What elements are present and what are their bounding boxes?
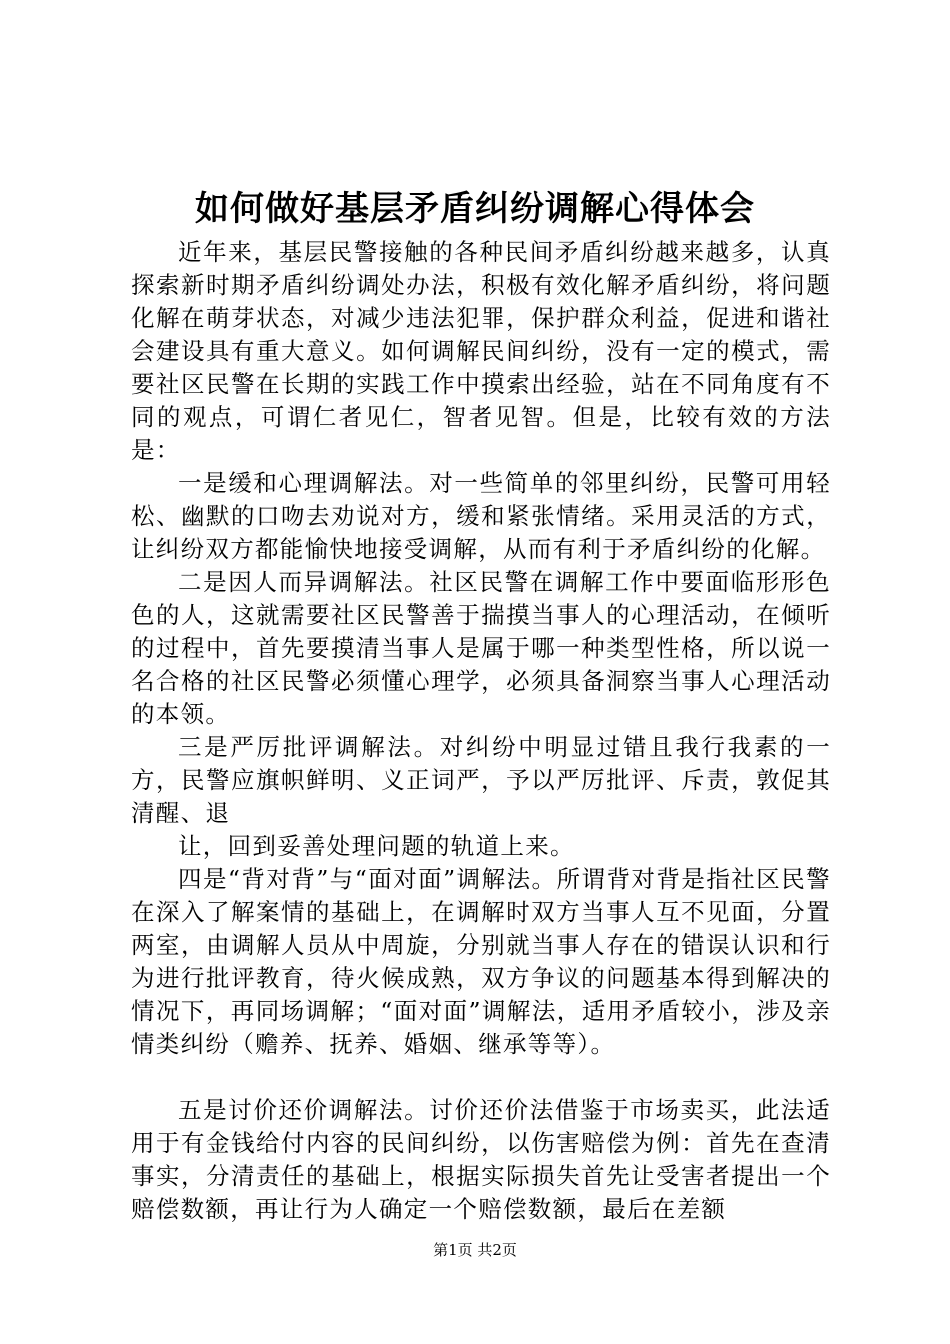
document-title: 如何做好基层矛盾纠纷调解心得体会 [195,189,755,229]
paragraph-method-3-continued: 让，回到妥善处理问题的轨道上来。 [178,832,575,860]
paragraph-method-1: 一是缓和心理调解法。对一些简单的邻里纠纷，民警可用轻松、幽默的口吻去劝说对方，缓和紧张情绪。采用灵活的方式，让纠纷双方都能愉快地接受调解，从而有利于矛盾纠纷的化解。 [131,469,831,563]
paragraph-method-2: 二是因人而异调解法。社区民警在调解工作中要面临形形色色的人，这就需要社区民警善于揣摸当事人的心理活动，在倾听的过程中，首先要摸清当事人是属于哪一种类型性格，所以说一名合格的社区民警必须懂心理学，必须具备洞察当事人心理活动的本领。 [131,568,831,728]
paragraph-method-4: 四是“背对背”与“面对面”调解法。所谓背对背是指社区民警在深入了解案情的基础上，在调解时双方当事人互不见面，分置两室，由调解人员从中周旋，分别就当事人存在的错误认识和行为进行批评教育，待火候成熟，双方争议的问题基本得到解决的情况下，再同场调解；“面对面”调解法，适用矛盾较小，涉及亲情类纠纷（赡养、抚养、婚姻、继承等等）。 [131,865,831,1058]
page-number-footer: 第1页 共2页 [433,1241,517,1259]
paragraph-method-5: 五是讨价还价调解法。讨价还价法借鉴于市场卖买，此法适用于有金钱给付内容的民间纠纷，以伤害赔偿为例：首先在查清事实，分清责任的基础上，根据实际损失首先让受害者提出一个赔偿数额，再让行为人确定一个赔偿数额，最后在差额 [131,1096,831,1223]
document-body [131,236,831,1226]
paragraph-method-3: 三是严厉批评调解法。对纠纷中明显过错且我行我素的一方，民警应旗帜鲜明、义正词严，予以严厉批评、斥责，敦促其清醒、退 [131,733,831,827]
paragraph-intro: 近年来，基层民警接触的各种民间矛盾纠纷越来越多，认真探索新时期矛盾纠纷调处办法，积极有效化解矛盾纠纷，将问题化解在萌芽状态，对减少违法犯罪，保护群众利益，促进和谐社会建设具有重大意义。如何调解民间纠纷，没有一定的模式，需要社区民警在长期的实践工作中摸索出经验，站在不同角度有不同的观点，可谓仁者见仁，智者见智。但是，比较有效的方法是： [131,238,831,464]
